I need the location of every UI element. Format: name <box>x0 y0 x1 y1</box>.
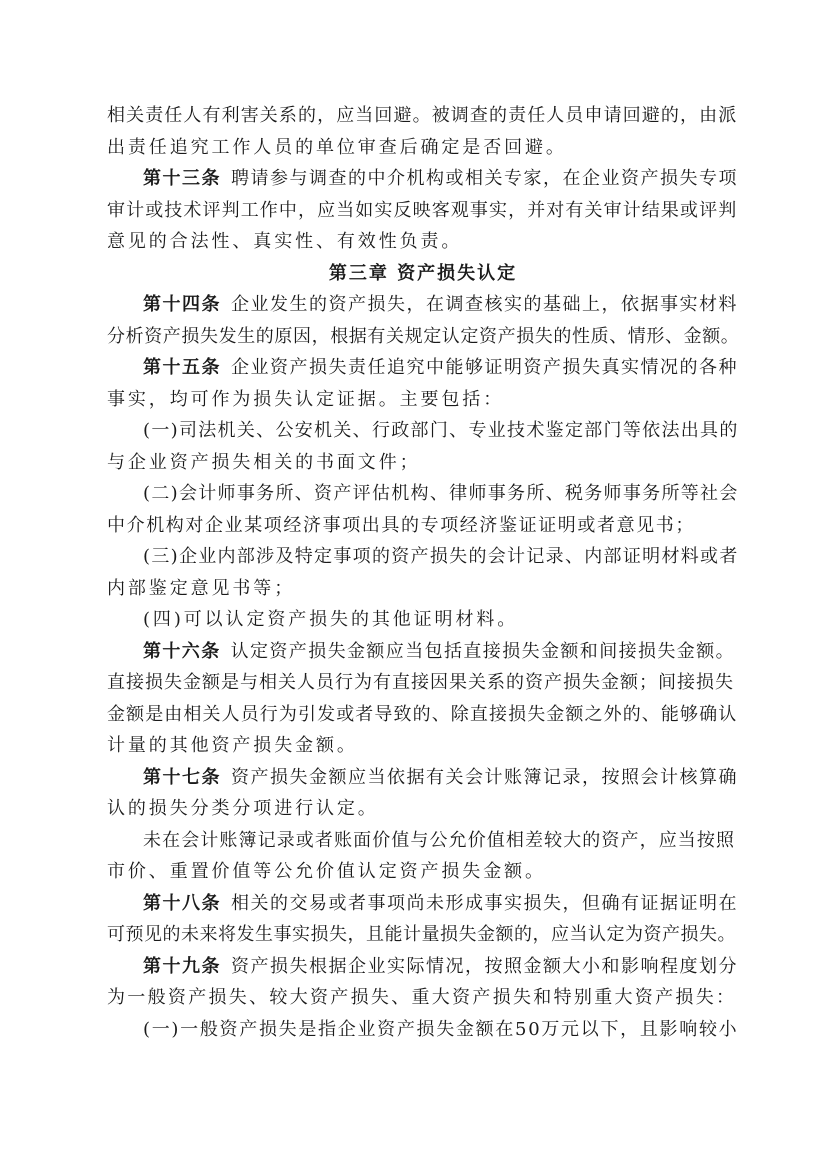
paragraph-line: 直接损失金额是与相关人员行为有直接因果关系的资产损失金额；间接损失 <box>107 672 734 693</box>
paragraph-text: 企业发生的资产损失，在调查核实的基础上，依据事实材料 <box>231 294 738 315</box>
paragraph-line: 认的损失分类分项进行认定。 <box>107 798 379 819</box>
paragraph-line: 中介机构对企业某项经济事项出具的专项经济鉴证证明或者意见书； <box>107 514 695 536</box>
paragraph-line: 与企业资产损失相关的书面文件； <box>107 451 421 473</box>
paragraph-line: 审计或技术评判工作中，应当如实反映客观事实，并对有关审计结果或评判 <box>107 199 738 221</box>
article-heading: 第十六条 <box>143 640 221 662</box>
article-heading: 第十八条 <box>143 892 221 914</box>
paragraph-line: 市价、重置价值等公允价值认定资产损失金额。 <box>107 861 546 882</box>
paragraph-text: 聘请参与调查的中介机构或相关专家，在企业资产损失专项 <box>231 168 738 189</box>
article-17-line <box>107 762 739 794</box>
paragraph-line: 计量的其他资产损失金额。 <box>107 735 358 756</box>
paragraph-line: 可预见的未来将发生事实损失，且能计量损失金额的，应当认定为资产损失。 <box>107 924 736 945</box>
paragraph-text: 相关的交易或者事项尚未形成事实损失，但确有证据证明在 <box>231 892 738 914</box>
article-heading: 第十五条 <box>143 357 221 378</box>
paragraph-line: 出责任追究工作人员的单位审查后确定是否回避。 <box>107 136 567 158</box>
article-heading: 第十九条 <box>143 955 221 977</box>
paragraph-text: 资产损失金额应当依据有关会计账簿记录，按照会计核算确 <box>231 766 738 788</box>
paragraph-line: 金额是由相关人员行为引发或者导致的、除直接损失金额之外的、能够确认 <box>107 703 738 725</box>
paragraph-text: 资产损失根据企业实际情况，按照金额大小和影响程度划分 <box>231 955 738 977</box>
article-13-line <box>107 163 739 195</box>
list-item: (二)会计师事务所、资产评估机构、律师事务所、税务师事务所等社会 <box>143 483 739 504</box>
list-item: (四)可以认定资产损失的其他证明材料。 <box>143 609 519 630</box>
document-page <box>107 100 739 1045</box>
list-item: (三)企业内部涉及特定事项的资产损失的会计记录、内部证明材料或者 <box>143 546 739 567</box>
paragraph-line: 未在会计账簿记录或者账面价值与公允价值相差较大的资产，应当按照 <box>143 829 736 851</box>
paragraph-line: 为一般资产损失、较大资产损失、重大资产损失和特别重大资产损失： <box>107 987 737 1008</box>
article-heading: 第十七条 <box>143 766 221 788</box>
article-heading: 第十三条 <box>143 168 221 189</box>
paragraph-line: 内部鉴定意见书等； <box>107 577 296 599</box>
paragraph-text: 认定资产损失金额应当包括直接损失金额和间接损失金额。 <box>230 640 736 662</box>
paragraph-line: 意见的合法性、真实性、有效性负责。 <box>107 231 463 252</box>
article-16-line <box>107 636 739 668</box>
article-15-line <box>107 352 739 384</box>
paragraph-line: 相关责任人有利害关系的，应当回避。被调查的责任人员申请回避的，由派 <box>107 105 738 126</box>
paragraph-line: 分析资产损失发生的原因，根据有关规定认定资产损失的性质、情形、金额。 <box>107 325 740 347</box>
article-18-line <box>107 888 739 920</box>
article-19-line <box>107 951 739 983</box>
article-14-line <box>107 289 739 321</box>
paragraph-line: 事实，均可作为损失认定证据。主要包括： <box>107 388 505 410</box>
list-item: (一)司法机关、公安机关、行政部门、专业技术鉴定部门等依法出具的 <box>143 420 739 441</box>
article-heading: 第十四条 <box>143 294 221 315</box>
paragraph-text: 企业资产损失责任追究中能够证明资产损失真实情况的各种 <box>231 357 738 378</box>
list-item: (一)一般资产损失是指企业资产损失金额在50万元以下，且影响较小 <box>143 1018 739 1040</box>
chapter-title: 第三章 资产损失认定 <box>328 262 518 284</box>
